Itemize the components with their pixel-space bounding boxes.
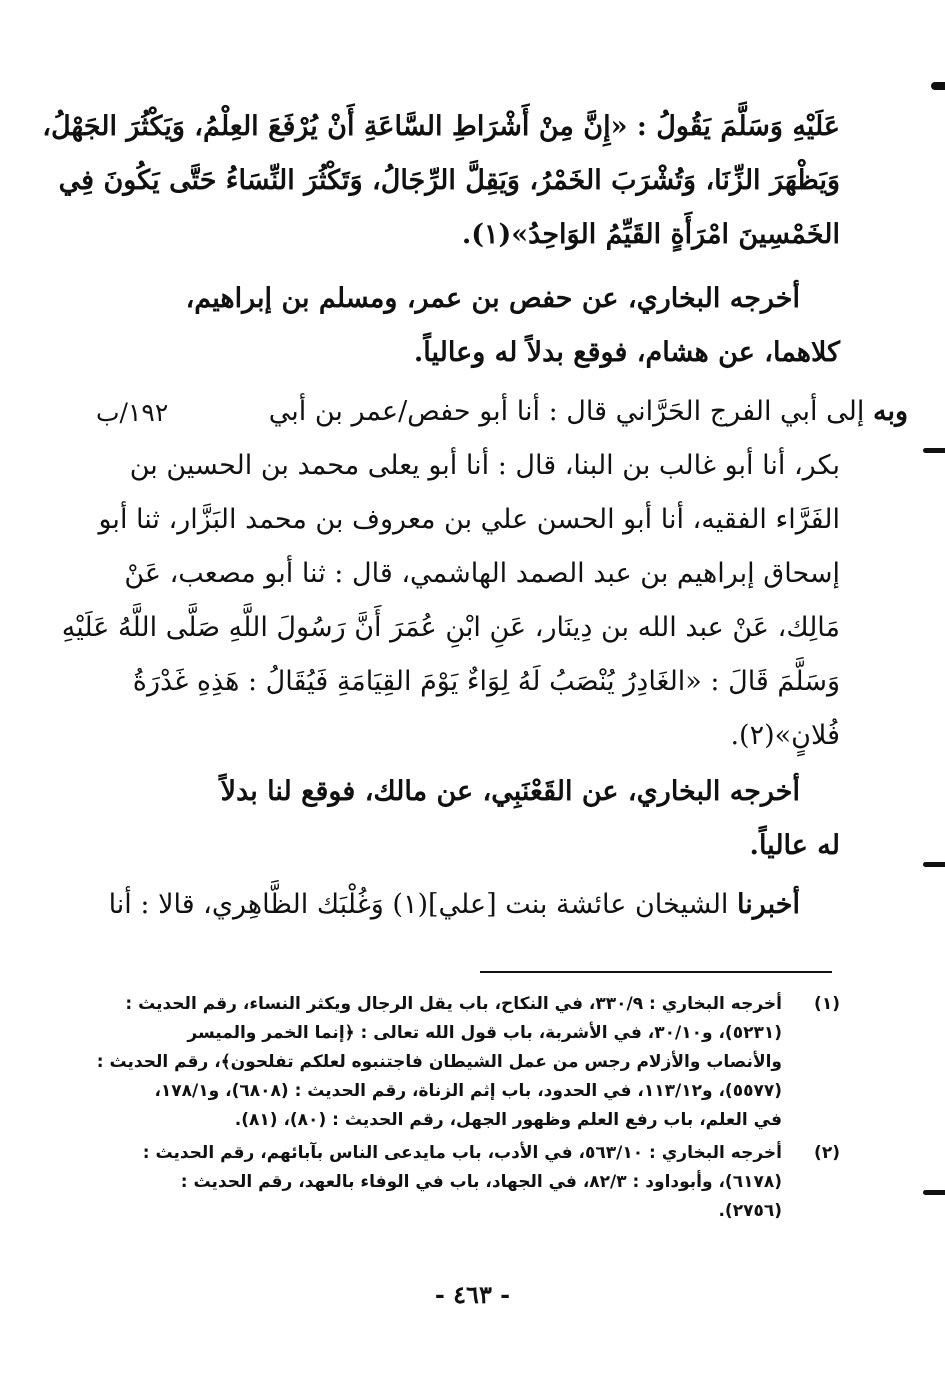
lead-word: وبه	[872, 396, 908, 427]
scan-edge-mark	[923, 862, 945, 867]
text-line	[108, 878, 840, 932]
text-line: كلاهما، عن هشام، فوقع بدلاً له وعالياً.	[413, 337, 840, 368]
footnote-line: أخرجه البخاري : ٣٣٠/٩، في النكاح، باب يقل الرجال ويكثر النساء، رقم الحديث :	[125, 994, 782, 1014]
hadith-paragraph-1	[42, 100, 840, 262]
footnote-line: (٥٥٧٧)، و١١٣/١٢، في الحدود، باب إثم الزناة، رقم الحديث : (٦٨٠٨)، و١٧٨/١،	[154, 1081, 782, 1101]
text-line: إسحاق إبراهيم بن عبد الصمد الهاشمي، قال : ثنا أبو مصعب، عَنْ	[124, 558, 840, 589]
footnote-number: (٢)	[814, 1143, 840, 1163]
isnad-text: الشيخان عائشة بنت [علي](١) وَغُلْبَك الظَّاهِري، قالا : أنا	[108, 889, 729, 920]
takhrij-paragraph-1	[150, 272, 840, 380]
akhbarana-paragraph	[108, 878, 840, 932]
footnote-line: في العلم، باب رفع العلم وظهور الجهل، رقم الحديث : (٨٠)، (٨١).	[234, 1110, 782, 1130]
footnote-number: (١)	[814, 994, 840, 1014]
isnad-text: إلى أبي الفرج الحَرَّاني قال : أنا أبو حفص/عمر بن أبي	[268, 396, 865, 427]
scan-edge-mark	[931, 82, 945, 90]
lead-word: أخبرنا	[737, 889, 800, 920]
page-number: - ٤٦٣ -	[434, 1280, 511, 1309]
text-line: بكر، أنا أبو غالب بن البنا، قال : أنا أبو يعلى محمد بن الحسين بن	[129, 450, 840, 481]
text-line: عَلَيْهِ وَسَلَّمَ يَقُولُ : «إِنَّ مِنْ أَشْرَاطِ السَّاعَةِ أَنْ يُرْفَعَ العِلْمُ، وَيَكْثُرَ الجَهْلُ،	[42, 111, 840, 142]
scan-edge-mark	[923, 1190, 945, 1195]
text-line: الخَمْسِينَ امْرَأَةٍ القَيِّمُ الوَاحِدُ»(١).	[461, 219, 840, 250]
footnote-2	[142, 1139, 840, 1226]
text-line: مَالِك، عَنْ عبد الله بن دِينَار، عَنِ ابْنِ عُمَرَ أَنَّ رَسُولَ اللَّهِ صَلَّى اللَّهُ عَلَيْهِ	[61, 612, 840, 643]
footnote-line: (٥٢٣١)، و٣٠/١٠، في الأشربة، باب قول الله تعالى : ﴿إنما الخمر والميسر	[187, 1023, 782, 1043]
footnote-1	[96, 990, 840, 1135]
footnotes	[96, 990, 840, 1230]
text-line: أخرجه البخاري، عن القَعْنَبِي، عن مالك، فوقع لنا بدلاً	[220, 776, 800, 807]
takhrij-paragraph-2	[150, 765, 840, 873]
text-line: وَيَظْهَرَ الزِّنَا، وَتُشْرَبَ الخَمْرُ، وَيَقِلَّ الرِّجَالُ، وَتَكْثُرَ النِّسَاءُ حَتَّى يَكُونَ فِي	[58, 165, 840, 196]
text-line	[150, 385, 908, 439]
text-line: وَسَلَّمَ قَالَ : «الغَادِرُ يُنْصَبُ لَهُ لِوَاءٌ يَوْمَ القِيَامَةِ فَيُقَالُ : هَذِهِ غَدْرَةُ	[132, 666, 840, 697]
text-line: له عالياً.	[749, 830, 840, 861]
text-line: الفَرَّاء الفقيه، أنا أبو الحسن علي بن معروف بن محمد البَزَّار، ثنا أبو	[98, 504, 840, 535]
scan-edge-mark	[923, 448, 945, 453]
footnote-line: (٢٧٥٦).	[718, 1201, 782, 1221]
text-line: أخرجه البخاري، عن حفص بن عمر، ومسلم بن إبراهيم،	[185, 283, 800, 314]
footnote-line: أخرجه البخاري : ٥٦٣/١٠، في الأدب، باب مايدعى الناس بآبائهم، رقم الحديث :	[142, 1143, 782, 1163]
manuscript-folio-marker: ١٩٢/ب	[96, 398, 169, 427]
text-line: فُلانٍ»(٢).	[730, 720, 840, 751]
footnote-line: والأنصاب والأزلام رجس من عمل الشيطان فاجتنبوه لعلكم تفلحون﴾، رقم الحديث :	[96, 1052, 782, 1072]
footnote-line: (٦١٧٨)، وأبوداود : ٨٢/٣، في الجهاد، باب في الوفاء بالعهد، رقم الحديث :	[180, 1172, 782, 1192]
footnote-separator	[480, 971, 832, 973]
